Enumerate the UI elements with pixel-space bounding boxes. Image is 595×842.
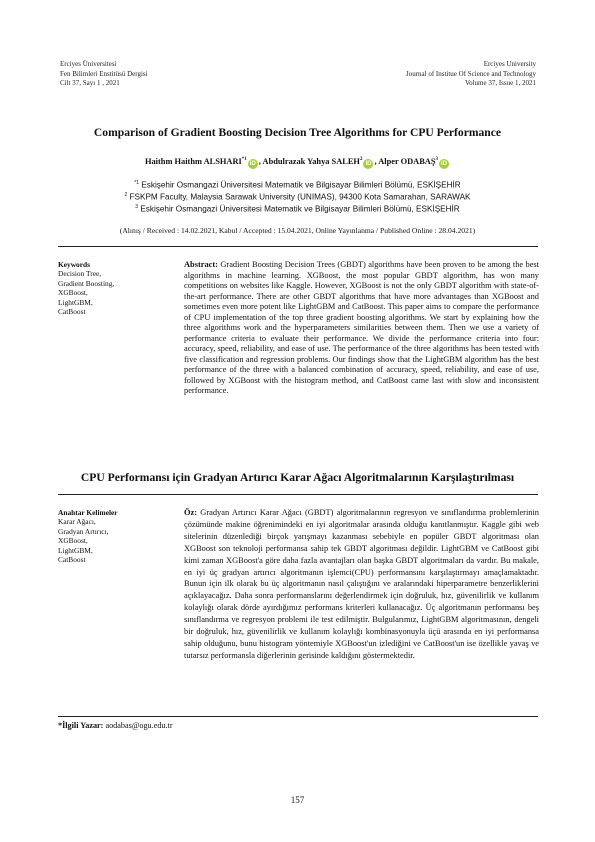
turkish-keywords-title: Anahtar Kelimeler (58, 508, 118, 517)
keyword: CatBoost (58, 555, 86, 565)
abstract (184, 260, 539, 397)
corresponding-author (58, 721, 173, 730)
divider (58, 716, 538, 717)
turkish-abstract-body: Gradyan Artırıcı Karar Ağacı (GBDT) algoritmalarının regresyon ve sınıflandırma problemlerinin çözümünde makine öğrenimindeki en iyi algoritmalar arasında olduğu kanıtlanmıştır. Kaggle gibi web sitelerinin düzenlediği birçok yarışmayı kazanması sebebiyle en popüler GBDT algoritması olan XGBoost son teknoloji performansa sahip tek GBDT algoritması değildir. LightGBM ve CatBoost gibi kimi zaman XGBoost'a göre daha fazla avantajları olan başka GBDT algoritmaları da vardır. Bu makale, en iyi üç gradyan artırıcı algoritmanın işlemci(CPU) performansını karşılaştırmayı amaçlamaktadır. Bunun için ilk olarak bu üç algoritmanın nasıl çalıştığını ve aralarındaki hiperparametre benzerliklerini açıklayacağız. Daha sonra performanslarını değerlendirmek için doğruluk, hız, güvenilirlik ve kullanım kolaylığı olarak dörde ayırdığımız performans kriterleri kullanacağız. Üç algoritmanın performansı beş sınıflandırma ve regresyon problemi ile test edilmiştir. Bulgularımız, LightGBM algoritmasının, dengeli bir doğruluk, hız, güvenilirlik ve kullanım kolaylığı kombinasyonuyla üçü arasında en iyi performansa sahip olduğunu, bunu histogram yöntemiyle XGBoost'un izlediğini ve CatBoost'un ise özellikle yavaş ve tutarsız performansla diğerlerinin gerisinde kaldığını göstermektedir. (184, 508, 539, 660)
orcid-icon[interactable]: iD (249, 161, 256, 167)
author-name: Alper ODABAŞ (378, 157, 436, 166)
keyword: XGBoost, (58, 536, 88, 546)
header-right-line: Erciyes University (483, 60, 536, 68)
author-name: Haithm Haithm ALSHARI (144, 157, 242, 166)
turkish-title: CPU Performansı için Gradyan Artırıcı Karar Ağacı Algoritmalarının Karşılaştırılması (80, 471, 515, 484)
affiliation-mark: *1 (134, 180, 140, 186)
author-list: Haithm Haithm ALSHARI$^{*1}$iD , Abdulrazak Yahya SALEH$^2$iD , Alper ODABAŞ$^3$iD (144, 157, 447, 167)
turkish-abstract (184, 507, 539, 662)
orcid-icon[interactable]: iD (365, 161, 372, 167)
turkish-keywords-block (58, 508, 176, 564)
orcid-icon[interactable]: iD (441, 161, 447, 167)
keywords-title: Keywords (58, 260, 91, 269)
author-mark: 2 (359, 157, 363, 163)
header-left-line: Erciyes Üniversitesi (60, 60, 117, 68)
author-mark: *1 (241, 157, 247, 163)
affiliation-text: Eskişehir Osmangazi Üniversitesi Matematik ve Bilgisayar Bilimleri Bölümü, ESKİŞEHİR (141, 180, 461, 190)
affiliation-text: Eskişehir Osmangazi Üniversitesi Matematik ve Bilgisayar Bilimleri Bölümü, ESKİŞEHİR (140, 204, 460, 214)
turkish-abstract-label: Öz: (184, 508, 198, 517)
keyword: LightGBM, (58, 297, 93, 307)
divider (58, 494, 538, 495)
publication-dates: (Alınış / Received : 14.02.2021, Kabul / Accepted : 15.04.2021, Online Yayınlanma / Published Online : 28.04.2021) (119, 226, 476, 235)
affiliation (40, 192, 555, 202)
header-right-line: Volume 37, Issue 1, 2021 (464, 79, 536, 87)
keywords-block (58, 260, 176, 316)
journal-header-left (60, 60, 280, 89)
header-left-line: Cilt 37, Sayı 1 , 2021 (60, 79, 120, 87)
keyword: CatBoost (58, 307, 86, 317)
affiliation-mark: 3 (135, 204, 139, 210)
affiliation-text: FSKPM Faculty, Malaysia Sarawak University (UNIMAS), 94300 Kota Samarahan, SARAWAK (129, 192, 471, 202)
keyword: Decision Tree, (58, 269, 102, 279)
keyword: Gradyan Artırıcı, (58, 526, 109, 536)
affiliation (40, 180, 555, 190)
keyword: Karar Ağacı, (58, 517, 96, 527)
author-name: Abdulrazak Yahya SALEH (262, 157, 360, 166)
corresponding-email[interactable]: aodabas@ogu.edu.tr (103, 721, 173, 730)
affiliation-mark: 2 (124, 192, 128, 198)
journal-header-right (296, 60, 536, 89)
paper-title: Comparison of Gradient Boosting Decision Tree Algorithms for CPU Performance (93, 126, 502, 139)
abstract-label: Abstract: (184, 260, 218, 269)
keyword: LightGBM, (58, 545, 93, 555)
header-right-line: Journal of Institue Of Science and Technology (405, 69, 536, 78)
keyword: XGBoost, (58, 288, 88, 298)
header-left-line: Fen Bilimleri Enstitüsü Dergisi (60, 69, 148, 78)
affiliation (40, 204, 555, 214)
divider (58, 246, 538, 247)
keyword: Gradient Boosting, (58, 278, 115, 288)
author-mark: 3 (435, 157, 438, 163)
abstract-body: Gradient Boosting Decision Trees (GBDT) algorithms have been proven to be among the best algorithms in machine learning. XGBoost, the most popular GBDT algorithm, has won many competitions on websites like Kaggle. However, XGBoost is not the only GBDT algorithm with state-of-the-art performance. There are other GBDT algorithms that have more advantages than XGBoost and sometimes even more potent like LightGBM and CatBoost. This paper aims to compare the performance of CPU implementation of the top three gradient boosting algorithms. We start by explaining how the three algorithms work and the hyperparameters similarities between them. Then we use a variety of performance criteria to evaluate their performance. We divide the performance criteria into four: accuracy, speed, reliability, and ease of use. The performance of the three algorithms has been tested with five classification and regression problems. Our findings show that the LightGBM algorithm has the best performance of the three with a balanced combination of accuracy, speed, reliability, and ease of use, followed by XGBoost with the histogram method, and CatBoost came last with slow and inconsistent performance. (184, 260, 539, 395)
corresponding-label: *İlgili Yazar: (58, 721, 104, 730)
page-number: 157 (290, 795, 305, 805)
